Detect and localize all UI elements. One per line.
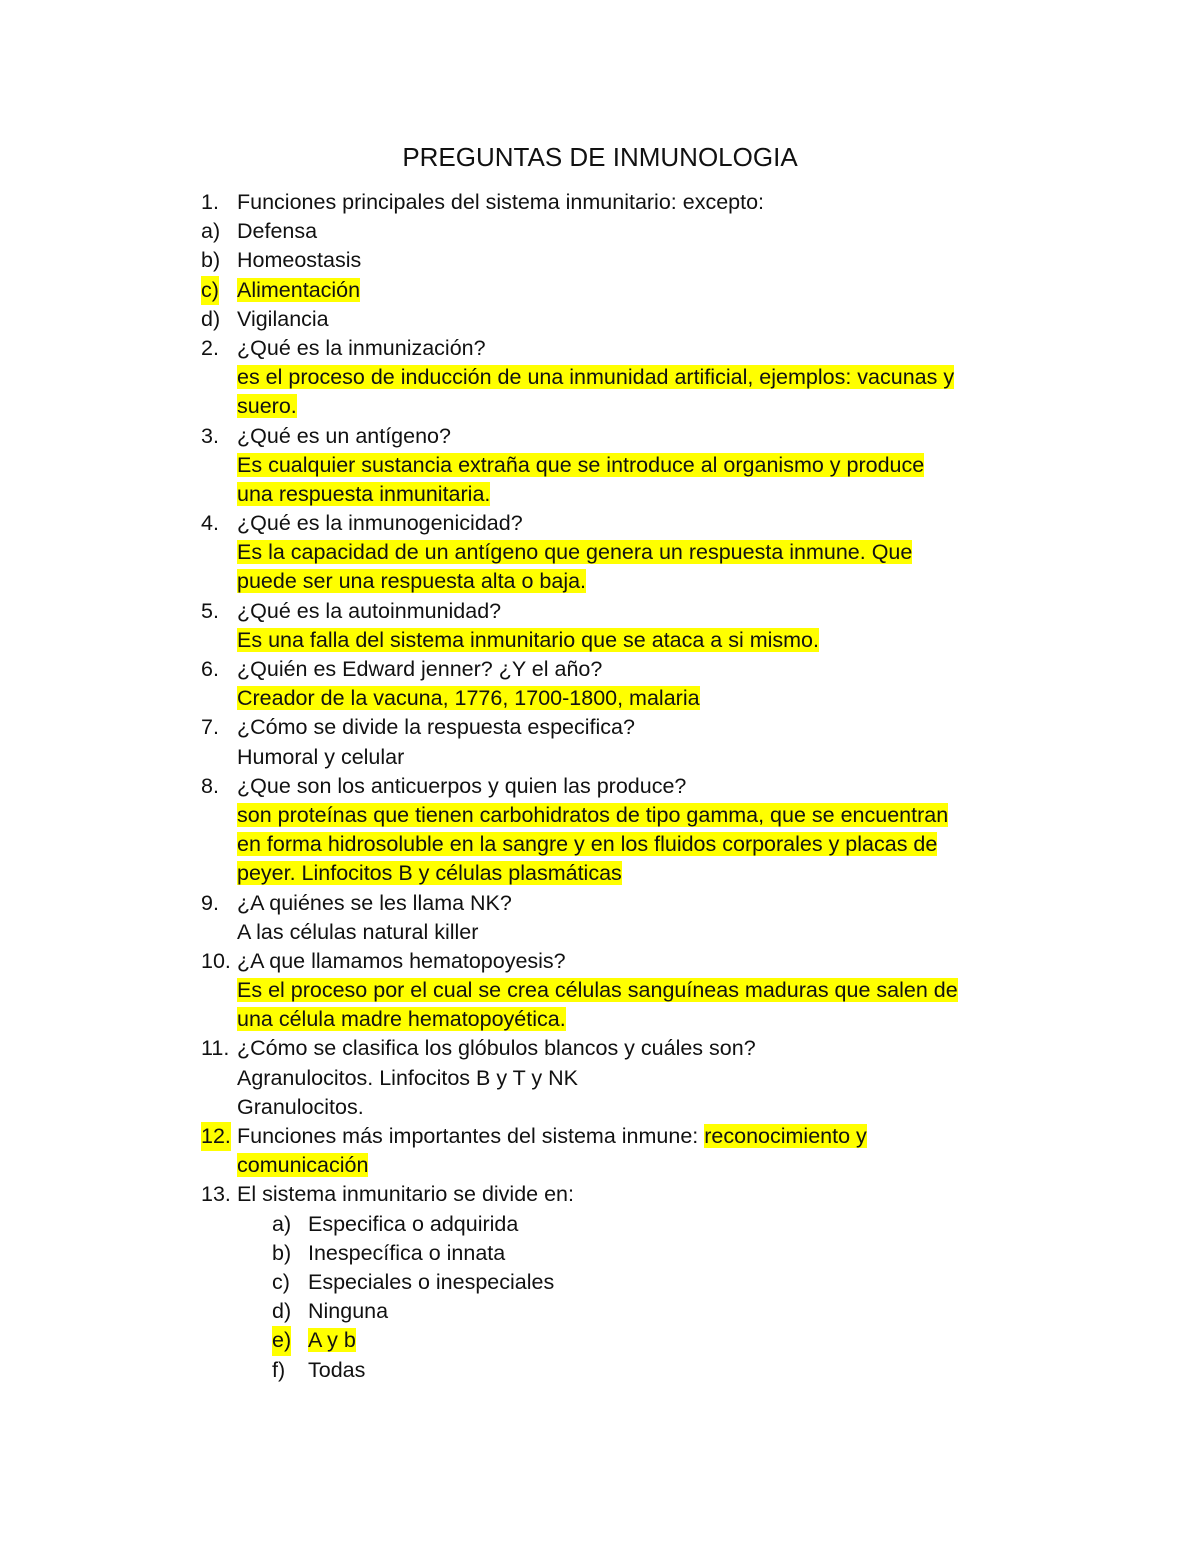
item-number: a)	[201, 219, 221, 244]
question-line	[0, 334, 1200, 363]
line-text: ¿Cómo se divide la respuesta especifica?	[237, 715, 635, 740]
highlighted-text: son proteínas que tienen carbohidratos de tipo gamma, que se encuentran	[237, 802, 949, 827]
item-text	[237, 1005, 566, 1034]
answer-line	[0, 976, 1200, 1005]
answer-line	[0, 1005, 1200, 1034]
item-number: e)	[272, 1326, 291, 1355]
question-line	[0, 509, 1200, 538]
line-text: Defensa	[237, 219, 318, 244]
item-text	[237, 1034, 756, 1063]
line-text: El sistema inmunitario se divide en:	[237, 1182, 574, 1207]
item-text	[308, 1297, 388, 1326]
item-text	[237, 305, 329, 334]
item-number: 12.	[201, 1122, 231, 1151]
highlighted-text: Es cualquier sustancia extraña que se introduce al organismo y produce	[237, 452, 925, 477]
item-text	[237, 422, 451, 451]
item-text	[237, 246, 361, 275]
line-text: Especiales o inespeciales	[308, 1269, 555, 1294]
item-number: 1.	[201, 190, 219, 214]
item-number: 4.	[201, 511, 219, 536]
question-line	[0, 713, 1200, 742]
highlighted-text: Creador de la vacuna, 1776, 1700-1800, malaria	[237, 686, 700, 711]
line-text: Granulocitos.	[237, 1094, 364, 1119]
item-text	[237, 626, 819, 655]
item-text	[237, 830, 937, 859]
answer-line	[0, 918, 1200, 947]
item-number: 6.	[201, 657, 219, 681]
item-number: d)	[201, 306, 221, 331]
highlighted-text: Es una falla del sistema inmunitario que se ataca a si mismo.	[237, 627, 819, 652]
answer-line	[0, 363, 1200, 392]
highlighted-text: peyer. Linfocitos B y células plasmáticas	[237, 861, 622, 886]
sub-option-line	[0, 1297, 1200, 1326]
line-text: ¿Quién es Edward jenner? ¿Y el año?	[237, 657, 603, 681]
sub-option-line	[0, 1326, 1200, 1355]
item-text	[237, 801, 948, 830]
answer-line	[0, 538, 1200, 567]
question-line	[0, 655, 1200, 684]
highlighted-text: es el proceso de inducción de una inmunidad artificial, ejemplos: vacunas y	[237, 365, 955, 390]
line-text: Homeostasis	[237, 248, 362, 273]
question-line	[0, 597, 1200, 626]
item-text	[237, 1122, 867, 1151]
item-number: 5.	[201, 598, 219, 623]
line-text: Todas	[308, 1357, 366, 1382]
answer-line	[0, 626, 1200, 655]
item-text	[237, 567, 586, 596]
answer-line	[0, 567, 1200, 596]
sub-option-line	[0, 1210, 1200, 1239]
highlighted-text: puede ser una respuesta alta o baja.	[237, 569, 587, 594]
answer-line	[0, 743, 1200, 772]
question-line	[0, 246, 1200, 275]
item-text	[237, 509, 523, 538]
item-text	[237, 451, 924, 480]
item-text	[237, 655, 602, 684]
item-number: a)	[272, 1211, 292, 1236]
item-text	[237, 188, 764, 217]
line-text: Funciones más importantes del sistema inmune:	[237, 1124, 705, 1148]
item-text	[237, 480, 490, 509]
item-text	[237, 392, 297, 421]
item-number: 8.	[201, 773, 219, 798]
item-text	[237, 217, 317, 246]
item-text	[237, 947, 566, 976]
item-text	[237, 276, 360, 305]
highlighted-answer: reconocimiento y	[704, 1124, 867, 1148]
item-text	[237, 918, 478, 947]
item-text	[237, 597, 501, 626]
question-line	[0, 1180, 1200, 1209]
question-line	[0, 1034, 1200, 1063]
line-text: ¿Que son los anticuerpos y quien las produce?	[237, 773, 687, 798]
item-number: d)	[272, 1299, 292, 1324]
answer-line	[0, 1093, 1200, 1122]
highlighted-text: Alimentación	[237, 277, 361, 302]
item-text	[237, 1064, 578, 1093]
line-text: Vigilancia	[237, 306, 329, 331]
item-number: 3.	[201, 423, 219, 448]
line-text: ¿A quiénes se les llama NK?	[237, 890, 512, 915]
question-line	[0, 188, 1200, 217]
highlighted-text: suero.	[237, 394, 297, 419]
question-line	[0, 305, 1200, 334]
highlighted-text: comunicación	[237, 1153, 369, 1178]
item-number: 10.	[201, 948, 231, 973]
item-text	[308, 1356, 365, 1385]
line-text: A las células natural killer	[237, 919, 479, 944]
item-number: b)	[272, 1240, 292, 1265]
line-text: Inespecífica o innata	[308, 1240, 506, 1265]
item-text	[237, 334, 486, 363]
question-line	[0, 889, 1200, 918]
item-number: c)	[272, 1269, 290, 1294]
answer-line	[0, 801, 1200, 830]
item-text	[308, 1326, 356, 1355]
sub-option-line	[0, 1239, 1200, 1268]
item-text	[237, 1180, 574, 1209]
answer-line	[0, 1151, 1200, 1180]
highlighted-text: Es el proceso por el cual se crea células sanguíneas maduras que salen de	[237, 978, 958, 1003]
question-line	[0, 217, 1200, 246]
item-text	[308, 1239, 505, 1268]
question-line	[0, 772, 1200, 801]
question-line	[0, 947, 1200, 976]
item-text	[237, 772, 686, 801]
item-text	[237, 976, 958, 1005]
highlighted-text: A y b	[308, 1328, 356, 1353]
line-text: Humoral y celular	[237, 744, 405, 769]
item-number: 9.	[201, 890, 219, 915]
item-text	[237, 684, 700, 713]
item-text	[237, 889, 512, 918]
item-text	[308, 1210, 518, 1239]
item-text	[237, 713, 635, 742]
item-text	[237, 1093, 364, 1122]
question-line	[0, 422, 1200, 451]
sub-option-line	[0, 1356, 1200, 1385]
answer-line	[0, 684, 1200, 713]
line-text: Funciones principales del sistema inmunitario: excepto:	[237, 190, 765, 214]
line-text: ¿Qué es la autoinmunidad?	[237, 598, 502, 623]
item-number: 13.	[201, 1182, 231, 1207]
item-text	[237, 859, 622, 888]
line-text: Especifica o adquirida	[308, 1211, 519, 1236]
item-text	[237, 1151, 368, 1180]
item-number: c)	[201, 276, 219, 305]
page-title: PREGUNTAS DE INMUNOLOGIA	[402, 142, 798, 172]
answer-line	[0, 392, 1200, 421]
answer-line	[0, 859, 1200, 888]
answer-line	[0, 480, 1200, 509]
item-text	[237, 363, 954, 392]
highlighted-text: una respuesta inmunitaria.	[237, 481, 491, 506]
line-text: ¿A que llamamos hematopoyesis?	[237, 948, 566, 973]
answer-line	[0, 1064, 1200, 1093]
highlighted-text: una célula madre hematopoyética.	[237, 1007, 566, 1032]
item-text	[308, 1268, 554, 1297]
sub-option-line	[0, 1268, 1200, 1297]
line-text: ¿Qué es la inmunogenicidad?	[237, 511, 523, 536]
answer-line	[0, 451, 1200, 480]
line-text: Agranulocitos. Linfocitos B y T y NK	[237, 1065, 578, 1090]
line-text: Ninguna	[308, 1299, 389, 1324]
line-text: ¿Qué es la inmunización?	[237, 335, 486, 360]
item-number: f)	[272, 1357, 286, 1382]
line-text: ¿Qué es un antígeno?	[237, 423, 451, 448]
question-list	[0, 188, 1200, 1385]
item-number: 2.	[201, 335, 219, 360]
item-text	[237, 743, 404, 772]
question-line	[0, 1122, 1200, 1151]
question-line	[0, 276, 1200, 305]
item-number: 7.	[201, 715, 219, 740]
line-text: ¿Cómo se clasifica los glóbulos blancos y cuáles son?	[237, 1036, 756, 1061]
highlighted-text: Es la capacidad de un antígeno que genera un respuesta inmune. Que	[237, 540, 913, 565]
highlighted-text: en forma hidrosoluble en la sangre y en los fluidos corporales y placas de	[237, 832, 938, 857]
item-number: b)	[201, 248, 221, 273]
item-text	[237, 538, 912, 567]
item-number: 11.	[201, 1036, 230, 1061]
answer-line	[0, 830, 1200, 859]
